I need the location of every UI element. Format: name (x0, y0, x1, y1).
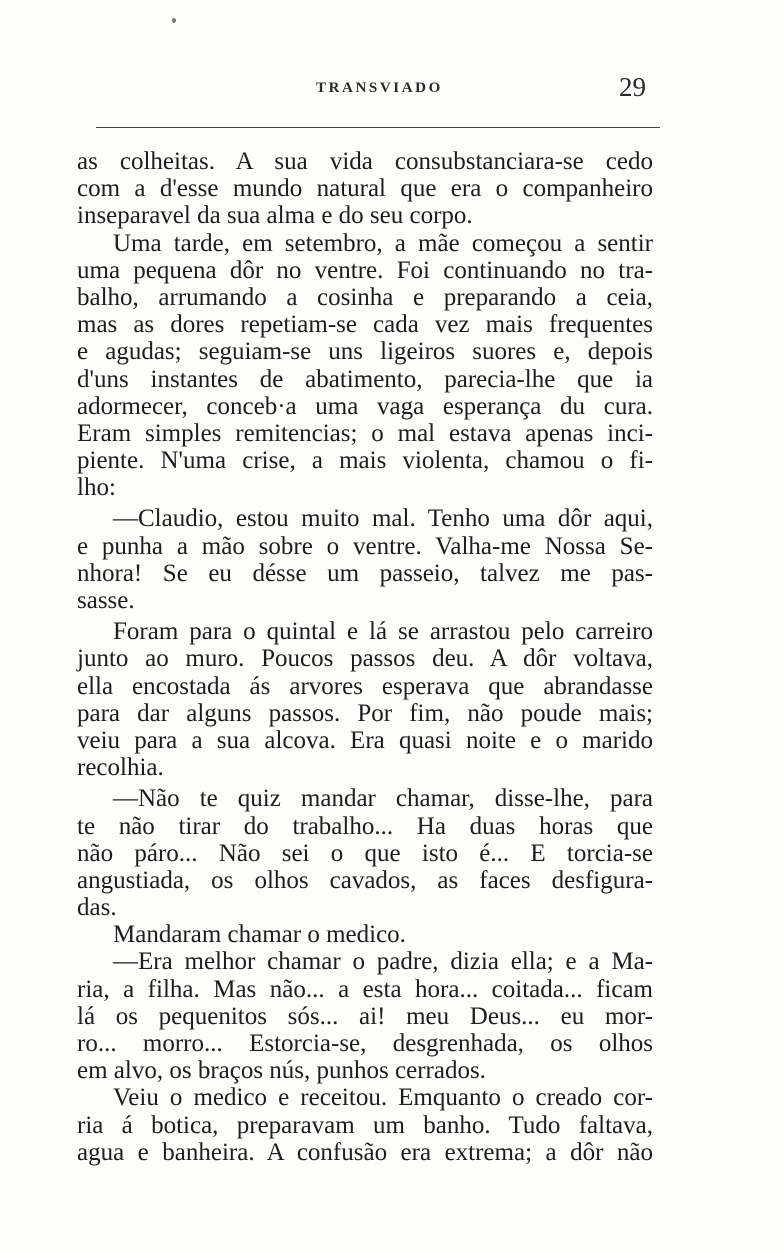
paragraph (77, 785, 653, 921)
text-line: junto ao muro. Poucos passos deu. A dôr voltava, (77, 645, 653, 673)
text-line: não páro... Não sei o que isto é... E torcia-se (77, 839, 653, 867)
paragraph (77, 505, 653, 614)
text-line: ria, a filha. Mas não... a esta hora... coitada... ficam (77, 975, 653, 1003)
paragraph (77, 230, 653, 502)
text-line: uma pequena dôr no ventre. Foi continuando no tra- (77, 256, 653, 284)
text-line: Foram para o quintal e lá se arrastou pelo carreiro (113, 618, 653, 646)
text-line: das. (77, 894, 117, 922)
text-line: as colheitas. A sua vida consubstanciara-se cedo (77, 148, 653, 175)
text-line: te não tirar do trabalho... Ha duas horas que (77, 812, 653, 840)
text-line: ella encostada ás arvores esperava que abrandasse (77, 672, 653, 700)
text-line: angustiada, os olhos cavados, as faces desfigura- (77, 866, 653, 894)
text-line: adormecer, conceb·a uma vaga esperança du cura. (77, 392, 653, 420)
paragraph (77, 921, 653, 948)
paragraph (77, 148, 653, 230)
body-text (77, 148, 653, 1166)
text-line: ro... morro... Estorcia-se, desgrenhada, os olhos (77, 1030, 653, 1057)
ink-speck (172, 18, 176, 23)
text-line: Eram simples remitencias; o mal estava apenas inci- (77, 419, 653, 447)
text-line: Uma tarde, em setembro, a mãe começou a sentir (113, 229, 653, 257)
paragraph (77, 1084, 653, 1166)
text-line: inseparavel da sua alma e do seu corpo. (77, 202, 473, 230)
text-line: piente. N'uma crise, a mais violenta, chamou o fi- (77, 447, 653, 475)
text-line: d'uns instantes de abatimento, parecia-lhe que ia (77, 365, 653, 393)
text-line: mas as dores repetiam-se cada vez mais frequentes (77, 311, 653, 339)
page-number: 29 (619, 72, 646, 102)
paragraph (77, 948, 653, 1084)
text-line: lho: (77, 474, 116, 502)
text-line: ria á botica, preparavam um banho. Tudo faltava, (77, 1111, 653, 1139)
page-header (80, 72, 660, 106)
text-line: —Claudio, estou muito mal. Tenho uma dôr aqui, (113, 505, 653, 533)
text-line: para dar alguns passos. Por fim, não poude mais; (77, 699, 653, 727)
text-line: sasse. (77, 587, 135, 614)
text-line: balho, arrumando a cosinha e preparando a ceia, (77, 283, 653, 311)
running-title: TRANSVIADO (316, 80, 443, 96)
text-line: lá os pequenitos sós... ai! meu Deus... eu mor- (77, 1002, 653, 1030)
text-line: recolhia. (77, 754, 164, 782)
text-line: e agudas; seguiam-se uns ligeiros suores e, depois (77, 338, 653, 366)
text-line: Mandaram chamar o medico. (113, 921, 406, 949)
text-line: nhora! Se eu désse um passeio, talvez me pas- (77, 559, 653, 587)
text-line: Veiu o medico e receitou. Emquanto o creado cor- (113, 1084, 653, 1112)
text-line: com a d'esse mundo natural que era o companheiro (77, 175, 653, 203)
header-rule (96, 127, 660, 128)
text-line: —Não te quiz mandar chamar, disse-lhe, para (113, 785, 653, 813)
text-line: e punha a mão sobre o ventre. Valha-me Nossa Se- (77, 532, 653, 560)
paragraph (77, 618, 653, 781)
text-line: em alvo, os braços nús, punhos cerrados. (77, 1057, 486, 1085)
text-line: veiu para a sua alcova. Era quasi noite e o marido (77, 726, 653, 754)
text-line: —Era melhor chamar o padre, dizia ella; e a Ma- (113, 948, 653, 976)
text-line: agua e banheira. A confusão era extrema; a dôr não (77, 1138, 653, 1166)
